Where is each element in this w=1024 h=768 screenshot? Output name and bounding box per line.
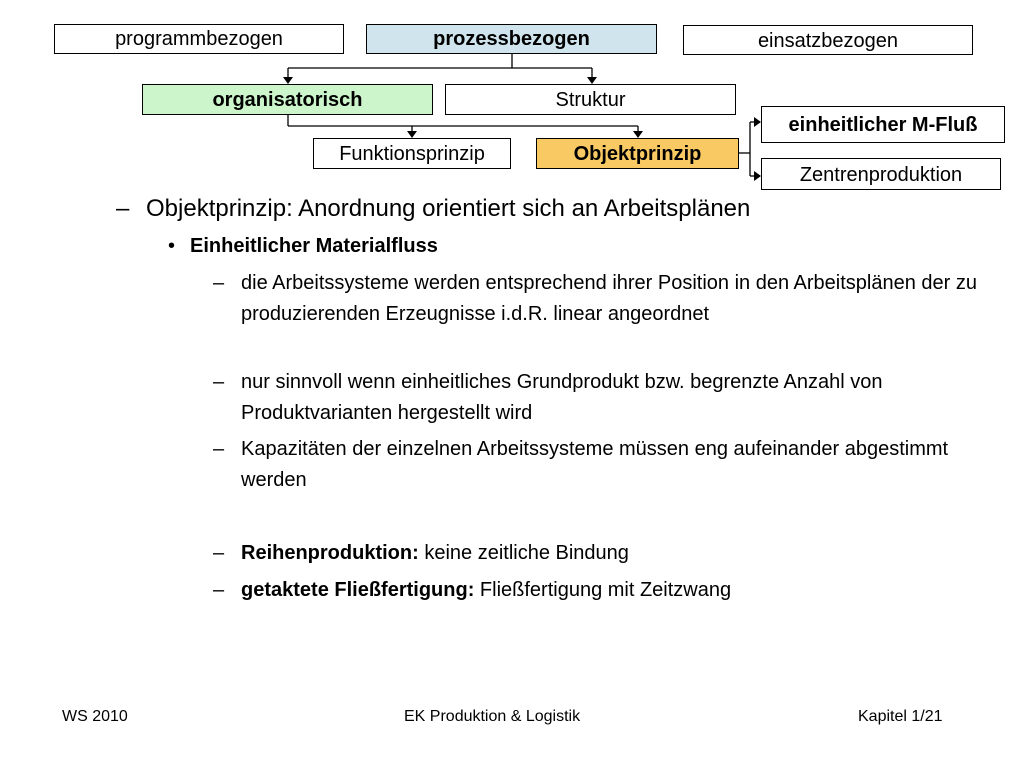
footer-semester: WS 2010 — [62, 708, 128, 725]
item-reihen-marker: – — [213, 542, 225, 564]
box-zentrenproduktion: Zentrenproduktion — [761, 158, 1001, 190]
getaktete-label: getaktete Fließfertigung: — [241, 579, 475, 601]
diagram-connectors — [0, 0, 1024, 200]
item-1-text: die Arbeitssysteme werden entsprechend ihrer Position in den Arbeitsplänen der zu produzierenden Erzeugnisse i.d.R. linear angeordnet — [241, 272, 977, 325]
arrow-organisatorisch — [283, 77, 293, 84]
item-getaktete-marker: – — [213, 579, 225, 601]
box-prozessbezogen: prozessbezogen — [366, 24, 657, 54]
level1-marker: – — [116, 195, 130, 222]
box-organisatorisch: organisatorisch — [142, 84, 433, 115]
box-objektprinzip: Objektprinzip — [536, 138, 739, 169]
item-3-text: Kapazitäten der einzelnen Arbeitssysteme müssen eng aufeinander abgestimmt werden — [241, 438, 949, 491]
getaktete-text: Fließfertigung mit Zeitzwang — [474, 579, 732, 601]
level2-bullet: • — [168, 235, 176, 257]
arrow-mfluss — [754, 117, 761, 127]
arrow-zentren — [754, 171, 761, 181]
item-getaktete-fliessfertigung — [241, 575, 981, 606]
level1-heading: Objektprinzip: Anordnung orientiert sich an Arbeitsplänen — [146, 195, 751, 222]
item-1-marker: – — [213, 272, 225, 294]
footer-chapter: Kapitel 1/21 — [858, 708, 943, 725]
box-struktur: Struktur — [445, 84, 736, 115]
arrow-struktur — [587, 77, 597, 84]
arrow-funktionsprinzip — [407, 131, 417, 138]
box-funktionsprinzip: Funktionsprinzip — [313, 138, 511, 169]
level2-heading: Einheitlicher Materialfluss — [190, 235, 438, 257]
arrow-objektprinzip — [633, 131, 643, 138]
box-programmbezogen: programmbezogen — [54, 24, 344, 54]
item-2-text: nur sinnvoll wenn einheitliches Grundprodukt bzw. begrenzte Anzahl von Produktvarianten hergestellt wird — [241, 371, 883, 424]
box-einheitlicher-m-fluss: einheitlicher M-Fluß — [761, 106, 1005, 143]
item-2-marker: – — [213, 371, 225, 393]
footer-course: EK Produktion & Logistik — [404, 708, 581, 725]
item-reihenproduktion — [241, 538, 981, 569]
box-einsatzbezogen: einsatzbezogen — [683, 25, 973, 55]
item-3-marker: – — [213, 438, 225, 460]
reihen-label: Reihenproduktion: — [241, 542, 419, 564]
reihen-text: keine zeitliche Bindung — [418, 542, 629, 564]
